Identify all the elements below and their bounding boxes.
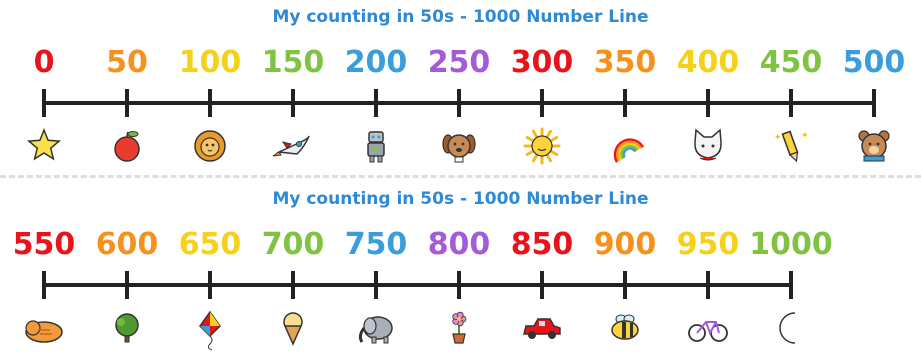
number-label: 350 — [593, 45, 657, 80]
number-label: 500 — [842, 45, 906, 80]
elephant-icon — [360, 317, 392, 343]
apple-icon — [115, 132, 139, 162]
svg-text:✦: ✦ — [801, 131, 809, 141]
sun-icon — [525, 129, 559, 163]
number-label: 650 — [178, 227, 242, 262]
number-label: 950 — [676, 227, 740, 262]
car-icon — [524, 319, 560, 339]
moon-icon — [780, 313, 795, 343]
number-label: 200 — [344, 45, 408, 80]
number-label: 750 — [344, 227, 408, 262]
pencil-icon — [774, 131, 809, 162]
svg-text:✦: ✦ — [774, 133, 782, 143]
sleeping-cat-icon — [26, 321, 62, 342]
lion-icon — [195, 131, 225, 161]
number-label: 100 — [178, 45, 242, 80]
kite-icon — [200, 312, 220, 350]
star-icon — [29, 130, 59, 159]
bear-icon — [859, 131, 889, 161]
number-line-section-1 — [0, 0, 921, 175]
number-label: 400 — [676, 45, 740, 80]
number-line-2 — [0, 182, 921, 353]
bicycle-icon — [689, 322, 727, 341]
ice-cream-icon — [284, 313, 302, 344]
dashed-divider — [0, 175, 921, 178]
flower-pot-icon — [453, 312, 466, 343]
number-label: 450 — [759, 45, 823, 80]
number-label: 50 — [106, 45, 148, 80]
number-label: 250 — [427, 45, 491, 80]
number-label: 600 — [95, 227, 159, 262]
rainbow-icon — [610, 134, 643, 162]
number-label: 300 — [510, 45, 574, 80]
number-line-section-2 — [0, 182, 921, 353]
number-line-1 — [0, 0, 921, 175]
number-label: 150 — [261, 45, 325, 80]
number-label: 900 — [593, 227, 657, 262]
number-label: 850 — [510, 227, 574, 262]
dog-icon — [443, 135, 475, 162]
number-label: 800 — [427, 227, 491, 262]
section-2-title: My counting in 50s - 1000 Number Line — [272, 189, 649, 209]
rocket-icon — [273, 136, 309, 156]
cat-icon — [695, 130, 721, 160]
number-label: 1000 — [749, 227, 833, 262]
number-label: 550 — [12, 227, 76, 262]
section-1-title: My counting in 50s - 1000 Number Line — [272, 7, 649, 27]
bee-icon — [612, 315, 638, 339]
number-label: 700 — [261, 227, 325, 262]
number-label: 0 — [33, 45, 55, 80]
tree-icon — [116, 314, 138, 342]
robot-icon — [368, 132, 384, 162]
